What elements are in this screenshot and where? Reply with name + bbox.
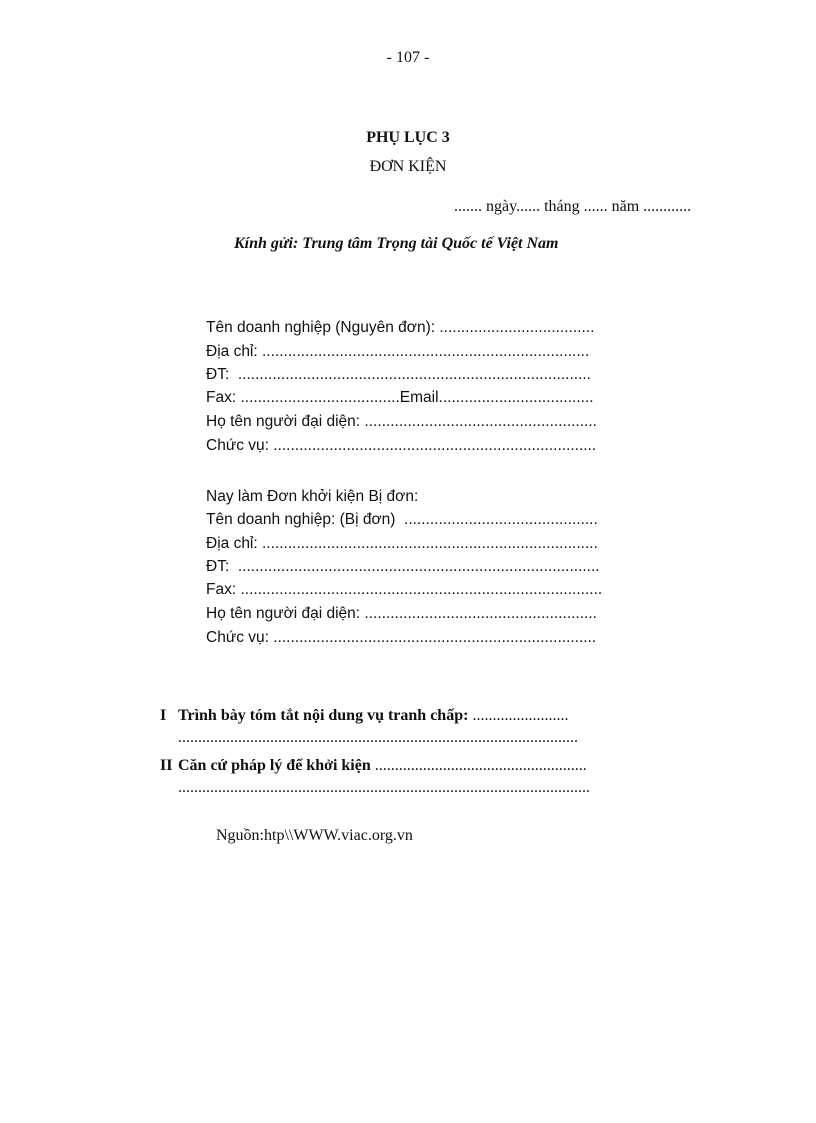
section-dots: ..................................................... [370, 757, 587, 774]
section-dots: ........................ [468, 707, 569, 724]
defendant-address-field: Địa chỉ: .............................................................................. [206, 535, 598, 552]
plaintiff-address-field: Địa chỉ: ............................................................................ [206, 343, 590, 360]
page-number: - 107 - [386, 49, 430, 66]
defendant-phone-field: ĐT: .................................................................................... [206, 558, 600, 575]
plaintiff-position-field: Chức vụ: ........................................................................... [206, 437, 597, 454]
section-number: II [160, 757, 173, 774]
appendix-heading: PHỤ LỤC 3 [366, 129, 450, 146]
defendant-fax-field: Fax: .................................................................................... [206, 581, 603, 598]
section-heading [178, 756, 587, 776]
plaintiff-representative-field: Họ tên người đại diện: ...................................................... [206, 413, 597, 430]
date-line: ....... ngày...... tháng ...... năm ............ [454, 198, 692, 215]
plaintiff-company-field: Tên doanh nghiệp (Nguyên đơn): .................................... [206, 319, 595, 336]
section-title: Trình bày tóm tắt nội dung vụ tranh chấp: [178, 707, 469, 724]
defendant-company-field: Tên doanh nghiệp: (Bị đơn) ............................................. [206, 511, 598, 528]
source-note: Nguồn:htp\\WWW.viac.org.vn [216, 827, 413, 844]
section-title: Căn cứ pháp lý để khởi kiện [178, 757, 371, 774]
plaintiff-fax-email-field: Fax: .....................................Email.................................... [206, 389, 594, 406]
plaintiff-phone-field: ĐT: .................................................................................. [206, 366, 591, 383]
recipient-line: Kính gửi: Trung tâm Trọng tài Quốc tế Việt Nam [234, 235, 559, 252]
document-title: ĐƠN KIỆN [369, 158, 447, 175]
defendant-representative-field: Họ tên người đại diện: ...................................................... [206, 605, 597, 622]
section-continuation: .................................................................................................... [178, 729, 578, 746]
defendant-position-field: Chức vụ: ........................................................................... [206, 629, 597, 646]
defendant-intro: Nay làm Đơn khởi kiện Bị đơn: [206, 488, 419, 505]
section-heading [178, 706, 568, 726]
section-continuation: ....................................................................................................... [178, 779, 590, 796]
section-number: I [160, 707, 167, 724]
